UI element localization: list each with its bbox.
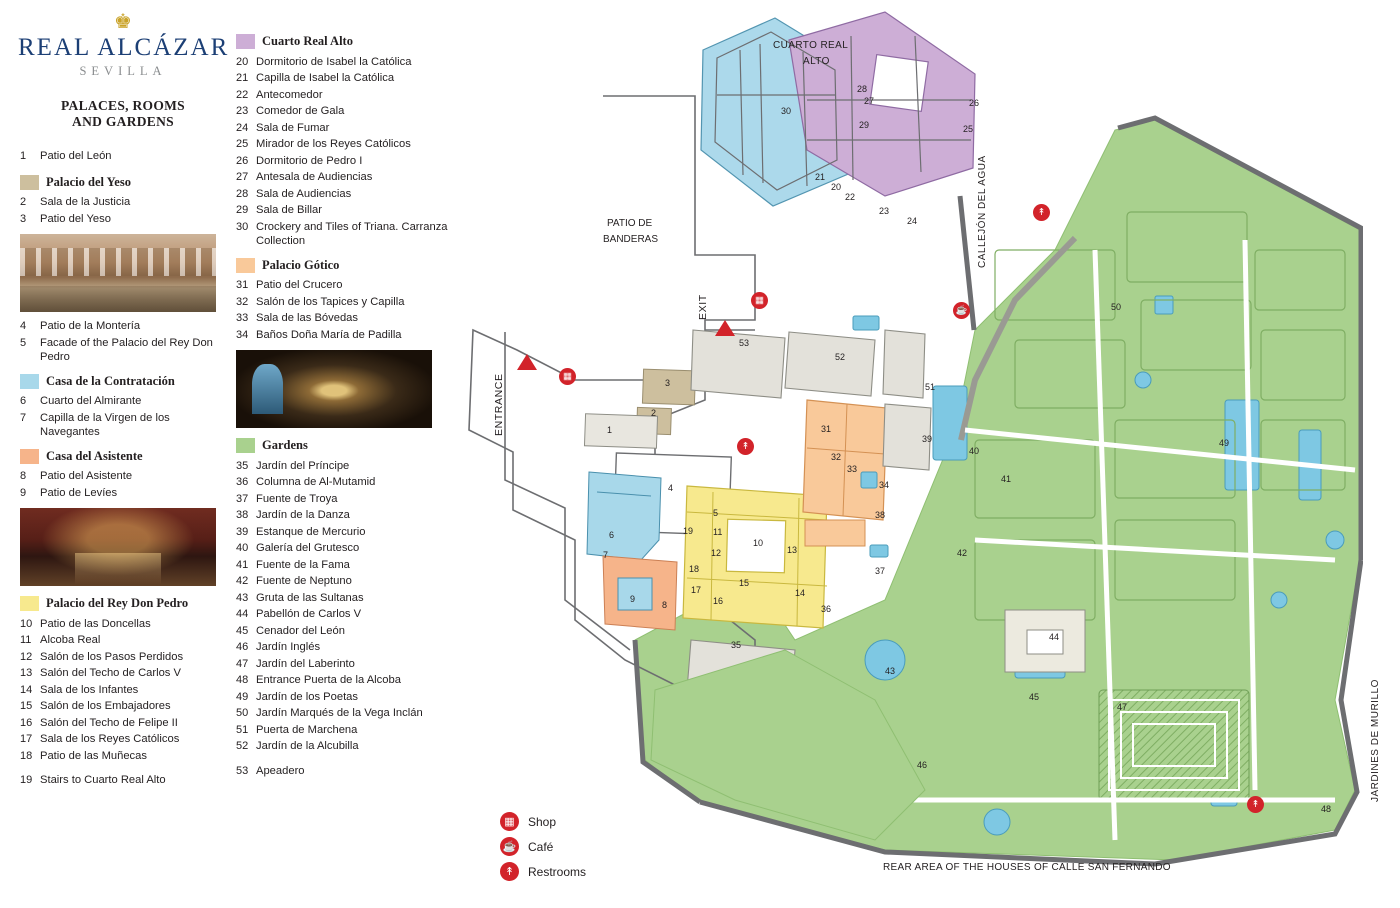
item-label: Salón de los Tapices y Capilla [256, 295, 405, 308]
map-label-cuarto-real-alto: CUARTO REAL [773, 40, 849, 51]
item-label: Patio del Asistente [40, 470, 133, 482]
item-number: 38 [236, 509, 249, 521]
list-item[interactable] [20, 319, 230, 335]
item-number: 4 [20, 320, 27, 332]
map-label-callejon-del-agua: CALLEJÓN DEL AGUA [977, 155, 988, 268]
item-label: Salón del Techo de Felipe II [40, 716, 178, 729]
list-item[interactable] [236, 640, 448, 656]
item-label: Antecomedor [256, 88, 323, 101]
map-number-37[interactable]: 37 [875, 566, 886, 576]
map-number-5[interactable]: 5 [713, 508, 719, 518]
map-number-19[interactable]: 19 [683, 526, 694, 536]
item-label: Sala de las Bóvedas [256, 312, 358, 324]
cafe-icon[interactable]: ☕ [953, 302, 970, 319]
item-label: Jardín Marqués de la Vega Inclán [256, 707, 423, 719]
map-number-44[interactable]: 44 [1049, 632, 1060, 642]
item-number: 25 [236, 138, 249, 150]
map-number-22[interactable]: 22 [845, 192, 856, 202]
group-casa-de-la-contratacion [20, 374, 230, 390]
item-label: Salón de los Pasos Perdidos [40, 650, 184, 663]
list-item[interactable] [236, 624, 448, 640]
list-item[interactable] [236, 657, 448, 673]
item-number: 45 [236, 624, 249, 637]
patio-del-leon[interactable] [584, 414, 657, 448]
facility-label: Restrooms [528, 864, 587, 879]
list-item[interactable] [236, 475, 448, 491]
list-item[interactable] [20, 212, 230, 228]
item-label: Galería del Grutesco [256, 542, 360, 554]
map-label-jardines-de-murillo: JARDINES DE MURILLO [1370, 679, 1381, 802]
item-label: Cuarto del Almirante [40, 395, 142, 407]
map-number-6[interactable]: 6 [609, 530, 615, 540]
facility-label: Shop [528, 814, 557, 829]
item-label: Patio de Levíes [40, 486, 118, 499]
map-number-51[interactable]: 51 [925, 382, 936, 392]
list-item[interactable] [236, 525, 448, 541]
map-vector[interactable] [455, 0, 1400, 908]
item-label: Dormitorio de Pedro I [256, 154, 363, 167]
item-number: 11 [20, 634, 32, 646]
item-number: 33 [236, 312, 249, 324]
map-number-7[interactable]: 7 [603, 550, 609, 560]
item-number: 27 [236, 171, 249, 183]
map-number-42[interactable]: 42 [957, 548, 968, 558]
list-item[interactable] [20, 394, 230, 410]
map-number-32[interactable]: 32 [831, 452, 842, 462]
color-swatch [236, 34, 255, 49]
item-label: Sala de Fumar [256, 121, 330, 134]
map-number-20[interactable]: 20 [831, 182, 842, 192]
item-number: 52 [236, 740, 249, 752]
group-casa-del-asistente [20, 449, 230, 465]
map-number-41[interactable]: 41 [1001, 474, 1012, 484]
item-label: Estanque de Mercurio [256, 525, 366, 538]
item-label: Antesala de Audiencias [256, 171, 373, 183]
item-number: 34 [236, 328, 249, 341]
item-number: 19 [20, 774, 33, 786]
map-number-31[interactable]: 31 [821, 424, 832, 434]
map-label-patio-de-banderas-2: BANDERAS [603, 234, 659, 245]
list-item[interactable] [236, 55, 448, 71]
map-number-16[interactable]: 16 [713, 596, 724, 606]
list-item[interactable] [20, 699, 230, 715]
list-item[interactable] [236, 88, 448, 104]
item-number: 48 [236, 674, 249, 686]
item-number: 1 [20, 150, 27, 162]
group-label: Palacio del Yeso [46, 174, 131, 189]
list-item[interactable] [20, 773, 230, 789]
map-number-11[interactable]: 11 [713, 527, 723, 537]
item-label: Facade of the Palacio del Rey Don Pedro [40, 336, 213, 363]
item-number: 53 [236, 764, 249, 777]
item-number: 20 [236, 55, 249, 68]
map-number-39[interactable]: 39 [922, 434, 933, 444]
list-item[interactable] [236, 541, 448, 557]
list-item[interactable] [20, 683, 230, 699]
list-item[interactable] [236, 764, 448, 780]
map-number-18[interactable]: 18 [689, 564, 700, 574]
item-number: 3 [20, 212, 27, 225]
item-number: 29 [236, 204, 249, 216]
item-number: 35 [236, 459, 249, 472]
map-number-23[interactable]: 23 [879, 206, 890, 216]
item-number: 40 [236, 542, 249, 554]
map-number-28[interactable]: 28 [857, 84, 868, 94]
item-label: Salón del Techo de Carlos V [40, 667, 181, 679]
crown-icon: ♚ [114, 11, 132, 33]
item-label: Patio de la Montería [40, 320, 141, 332]
item-label: Jardín del Príncipe [256, 459, 350, 472]
group-label: Casa del Asistente [46, 448, 143, 463]
group-palacio-del-rey-don-pedro [20, 596, 230, 612]
map-number-48[interactable]: 48 [1321, 804, 1332, 814]
map-number-1[interactable]: 1 [607, 425, 613, 435]
item-label: Baños Doña María de Padilla [256, 328, 402, 341]
item-number: 51 [236, 723, 249, 736]
list-item[interactable] [236, 607, 448, 623]
list-item[interactable] [236, 739, 448, 755]
restrooms-icon: ↟ [500, 862, 519, 881]
item-number: 9 [20, 486, 27, 499]
list-item[interactable] [236, 591, 448, 607]
map-number-2[interactable]: 2 [651, 408, 657, 418]
item-label: Capilla de la Virgen de los Navegantes [40, 411, 170, 438]
item-number: 26 [236, 154, 249, 167]
item-label: Crockery and Tiles of Triana. Carranza Collection [256, 220, 448, 247]
map-label-exit: EXIT [697, 294, 709, 320]
item-number: 24 [236, 121, 249, 134]
item-label: Sala de los Infantes [40, 683, 139, 696]
item-number: 44 [236, 608, 249, 620]
color-swatch [20, 175, 39, 190]
item-label: Pabellón de Carlos V [256, 608, 362, 620]
item-number: 8 [20, 470, 27, 482]
color-swatch [20, 374, 39, 389]
map-number-13[interactable]: 13 [787, 545, 798, 555]
group-palacio-del-yeso [20, 175, 230, 191]
item-number: 22 [236, 88, 249, 101]
map-label-rear-area: REAR AREA OF THE HOUSES OF CALLE SAN FERNANDO [883, 862, 1171, 873]
page-title-line2: AND GARDENS [72, 114, 174, 129]
map-number-36[interactable]: 36 [821, 604, 832, 614]
casa-del-asistente[interactable] [603, 556, 677, 630]
brand-subtitle: SEVILLA [79, 64, 167, 78]
item-label: Mirador de los Reyes Católicos [256, 138, 411, 150]
list-item[interactable] [20, 469, 230, 485]
map-number-33[interactable]: 33 [847, 464, 858, 474]
list-item[interactable] [20, 411, 230, 439]
map-number-12[interactable]: 12 [711, 548, 722, 558]
list-item[interactable] [20, 716, 230, 732]
page-title-line1: PALACES, ROOMS [61, 98, 185, 113]
map-label-cuarto-real-alto-2: ALTO [803, 56, 830, 67]
list-item[interactable] [236, 104, 448, 120]
group-palacio-gotico [236, 258, 448, 274]
group-gardens [236, 438, 448, 454]
map-number-14[interactable]: 14 [795, 588, 806, 598]
site-map[interactable] [455, 0, 1400, 908]
item-number: 39 [236, 525, 249, 538]
restrooms-icon[interactable]: ↟ [1033, 204, 1050, 221]
pabellon-de-carlos-v[interactable] [1005, 610, 1085, 672]
map-number-45[interactable]: 45 [1029, 692, 1040, 702]
item-label: Sala de Billar [256, 204, 322, 216]
color-swatch [236, 258, 255, 273]
group-label: Casa de la Contratación [46, 373, 175, 388]
list-item[interactable] [236, 187, 448, 203]
shop-icon[interactable]: ▦ [559, 368, 576, 385]
item-label: Fuente de Neptuno [256, 575, 352, 587]
map-number-52[interactable]: 52 [835, 352, 846, 362]
facility-label: Café [528, 839, 554, 854]
list-item[interactable] [236, 508, 448, 524]
color-swatch [20, 596, 39, 611]
item-label: Patio del Yeso [40, 212, 111, 225]
brand-name: REAL ALCÁZAR [18, 34, 230, 61]
map-number-53[interactable]: 53 [739, 338, 750, 348]
item-label: Patio de las Doncellas [40, 617, 151, 630]
map-number-47[interactable]: 47 [1117, 702, 1128, 712]
map-number-4[interactable]: 4 [668, 483, 674, 493]
list-item[interactable] [236, 220, 448, 248]
list-item[interactable] [236, 170, 448, 186]
item-number: 21 [236, 72, 249, 84]
map-number-35[interactable]: 35 [731, 640, 742, 650]
item-number: 42 [236, 575, 249, 587]
list-item[interactable] [20, 749, 230, 765]
group-cuarto-real-alto [236, 34, 448, 50]
list-item[interactable] [20, 732, 230, 748]
map-number-25[interactable]: 25 [963, 124, 974, 134]
map-number-30[interactable]: 30 [781, 106, 792, 116]
item-number: 12 [20, 650, 33, 663]
list-item[interactable] [236, 706, 448, 722]
item-label: Patio del León [40, 150, 112, 162]
list-item-highlighted[interactable] [236, 295, 448, 311]
item-number: 46 [236, 641, 249, 653]
item-number: 41 [236, 558, 249, 571]
item-label: Jardín de la Alcubilla [256, 740, 359, 752]
item-number: 28 [236, 187, 249, 200]
item-number: 49 [236, 690, 249, 703]
salon-embajadores-photo [20, 508, 216, 586]
item-label: Salón de los Embajadores [40, 700, 171, 712]
color-swatch [236, 438, 255, 453]
item-number: 7 [20, 411, 27, 424]
map-number-29[interactable]: 29 [859, 120, 870, 130]
list-item[interactable] [236, 154, 448, 170]
item-label: Patio de las Muñecas [40, 749, 147, 762]
item-label: Columna de Al-Mutamid [256, 476, 376, 488]
item-label: Puerta de Marchena [256, 723, 358, 736]
list-item[interactable] [236, 492, 448, 508]
list-item[interactable] [20, 336, 230, 364]
list-item[interactable] [20, 666, 230, 682]
item-number: 23 [236, 105, 249, 117]
map-number-40[interactable]: 40 [969, 446, 980, 456]
item-label: Jardín de los Poetas [256, 690, 358, 703]
map-number-15[interactable]: 15 [739, 578, 750, 588]
page-title [18, 98, 228, 130]
item-number: 32 [236, 295, 249, 308]
item-number: 17 [20, 733, 33, 745]
map-number-46[interactable]: 46 [917, 760, 928, 770]
restrooms-icon[interactable]: ↟ [737, 438, 754, 455]
item-number: 15 [20, 700, 33, 712]
item-number: 37 [236, 492, 249, 505]
group-label: Palacio del Rey Don Pedro [46, 596, 189, 610]
map-label-entrance: ENTRANCE [493, 373, 505, 436]
item-label: Dormitorio de Isabel la Católica [256, 55, 412, 68]
list-item[interactable] [236, 690, 448, 706]
item-label: Apeadero [256, 764, 305, 777]
map-number-24[interactable]: 24 [907, 216, 918, 226]
item-number: 10 [20, 617, 33, 630]
item-number: 50 [236, 707, 249, 719]
item-label: Fuente de Troya [256, 492, 338, 505]
map-number-3[interactable]: 3 [665, 378, 671, 388]
list-item[interactable] [236, 203, 448, 219]
list-item[interactable] [236, 558, 448, 574]
list-item[interactable] [236, 311, 448, 327]
legend-column-left [20, 148, 230, 790]
list-item[interactable] [236, 121, 448, 137]
item-number: 47 [236, 657, 249, 670]
legend-panel [0, 0, 587, 908]
item-label: Gruta de las Sultanas [256, 591, 364, 604]
item-label: Sala de Audiencias [256, 187, 352, 200]
list-item[interactable] [236, 71, 448, 87]
item-label: Entrance Puerta de la Alcoba [256, 674, 401, 686]
list-item[interactable] [20, 650, 230, 666]
cafe-icon: ☕ [500, 837, 519, 856]
item-label: Stairs to Cuarto Real Alto [40, 774, 166, 786]
list-item[interactable] [236, 723, 448, 739]
item-number: 2 [20, 196, 27, 208]
map-number-10[interactable]: 10 [753, 538, 764, 548]
restrooms-icon[interactable]: ↟ [1247, 796, 1264, 813]
item-number: 14 [20, 683, 33, 696]
shop-icon[interactable]: ▦ [751, 292, 768, 309]
banos-dona-maria-photo [236, 350, 432, 428]
map-label-patio-de-banderas-1: PATIO DE [607, 218, 653, 229]
item-number: 5 [20, 336, 27, 349]
list-item[interactable] [236, 137, 448, 153]
item-label: Capilla de Isabel la Católica [256, 72, 395, 84]
item-label: Jardín de la Danza [256, 509, 350, 521]
item-number: 36 [236, 476, 249, 488]
brand-logo [18, 11, 230, 79]
list-item[interactable] [236, 673, 448, 689]
map-number-49[interactable]: 49 [1219, 438, 1230, 448]
list-item[interactable] [20, 617, 230, 633]
item-label: Cenador del León [256, 624, 345, 637]
patio-del-yeso-photo [20, 234, 216, 312]
list-item[interactable] [236, 328, 448, 344]
item-label: Jardín Inglés [256, 641, 321, 653]
map-number-38[interactable]: 38 [875, 510, 886, 520]
item-number: 13 [20, 667, 33, 679]
group-label: Gardens [262, 438, 308, 452]
item-number: 6 [20, 395, 27, 407]
item-number: 31 [236, 279, 249, 291]
map-number-26[interactable]: 26 [969, 98, 980, 108]
legend-column-right [236, 34, 448, 780]
item-number: 18 [20, 749, 33, 762]
group-label: Cuarto Real Alto [262, 34, 353, 48]
list-item[interactable] [20, 633, 230, 649]
map-number-34[interactable]: 34 [879, 480, 890, 490]
list-item[interactable] [236, 459, 448, 475]
list-item[interactable] [236, 278, 448, 294]
list-item[interactable] [20, 486, 230, 502]
group-label: Palacio Gótico [262, 257, 340, 272]
item-number: 30 [236, 220, 249, 233]
item-label: Comedor de Gala [256, 105, 345, 117]
casa-de-la-contratacion[interactable] [587, 472, 661, 560]
map-number-43[interactable]: 43 [885, 666, 896, 676]
list-item[interactable] [20, 149, 230, 165]
shop-icon: ▦ [500, 812, 519, 831]
item-number: 16 [20, 716, 33, 729]
item-number: 43 [236, 591, 249, 604]
item-label: Sala de los Reyes Católicos [40, 733, 180, 745]
list-item[interactable] [20, 195, 230, 211]
item-label: Patio del Crucero [256, 279, 343, 291]
map-number-21[interactable]: 21 [815, 172, 826, 182]
map-number-27[interactable]: 27 [864, 96, 875, 106]
map-number-17[interactable]: 17 [691, 585, 702, 595]
map-number-9[interactable]: 9 [630, 594, 636, 604]
map-number-50[interactable]: 50 [1111, 302, 1122, 312]
list-item[interactable] [236, 574, 448, 590]
item-label: Fuente de la Fama [256, 558, 350, 571]
item-label: Jardín del Laberinto [256, 657, 355, 670]
map-number-8[interactable]: 8 [662, 600, 668, 610]
color-swatch [20, 449, 39, 464]
item-label: Alcoba Real [40, 634, 101, 646]
item-label: Sala de la Justicia [40, 196, 131, 208]
